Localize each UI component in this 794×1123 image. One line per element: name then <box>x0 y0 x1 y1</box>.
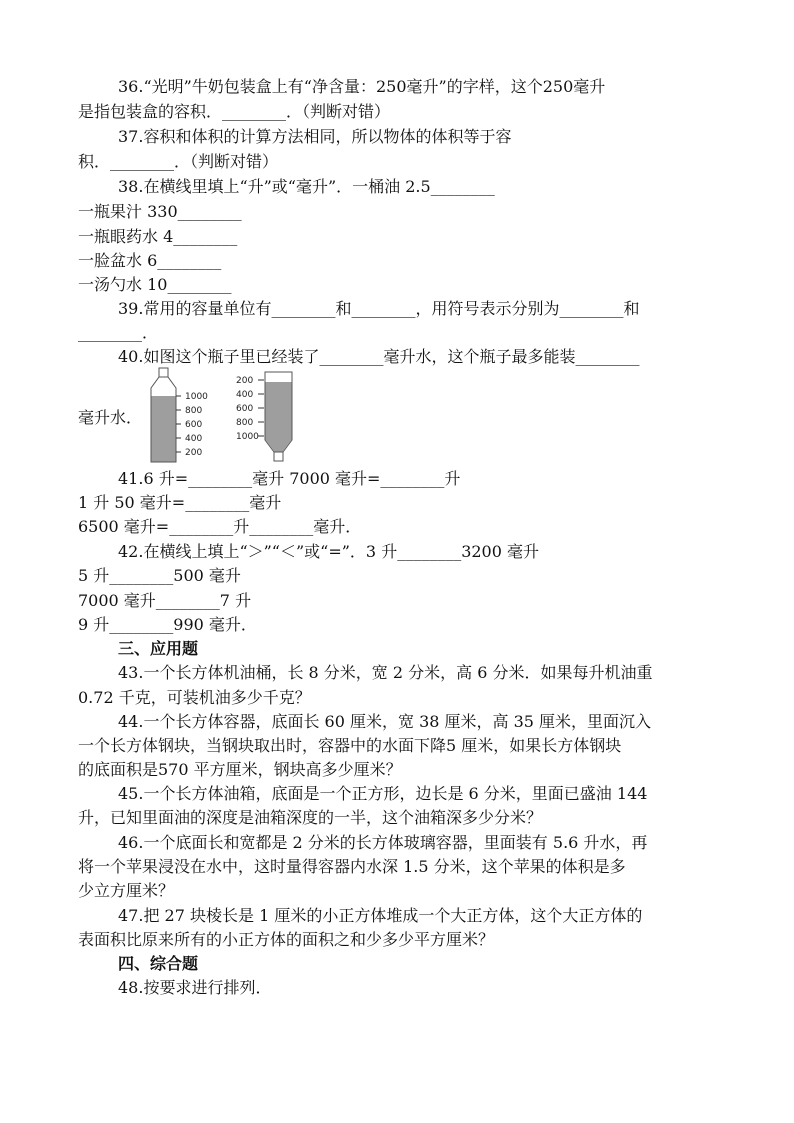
q44-line3: 的底面积是570 平方厘米，钢块高多少厘米？ <box>78 760 402 779</box>
q38-line4: 一脸盆水 6________ <box>78 251 222 270</box>
q38-line1: 38.在横线里填上“升”或“毫升”．一桶油 2.5________ <box>118 177 495 196</box>
q41-line3: 6500 毫升=________升________毫升． <box>78 517 362 536</box>
q38-line5: 一汤勺水 10________ <box>78 275 232 294</box>
q36-line2: 是指包装盒的容积．________．（判断对错） <box>78 102 391 121</box>
q46-line3: 少立方厘米？ <box>78 881 175 900</box>
section-3-heading: 三、应用题 <box>118 639 199 658</box>
q41-line1: 41.6 升=________毫升 7000 毫升=________升 <box>118 469 461 488</box>
q46-line2: 将一个苹果浸没在水中，这时量得容器内水深 1.5 分米，这个苹果的体积是多 <box>78 857 626 876</box>
left-scale-600: 600 <box>185 420 203 430</box>
q40-line1: 40.如图这个瓶子里已经装了________毫升水，这个瓶子最多能装________ <box>118 347 640 366</box>
q39-line1: 39.常用的容量单位有________和________，用符号表示分别为________和 <box>118 299 640 318</box>
q41-line2: 1 升 50 毫升=________毫升 <box>78 493 282 512</box>
q38-line2: 一瓶果汁 330________ <box>78 202 242 221</box>
section-4-heading: 四、综合题 <box>118 954 199 973</box>
q47-line1: 47.把 27 块棱长是 1 厘米的小正方体堆成一个大正方体，这个大正方体的 <box>118 906 643 925</box>
q48-line1: 48.按要求进行排列． <box>118 978 272 997</box>
bottle-upright-figure <box>150 366 222 464</box>
q44-line1: 44.一个长方体容器，底面长 60 厘米，宽 38 厘米，高 35 厘米，里面沉入 <box>118 712 652 731</box>
q36-line1: 36.“光明”牛奶包装盒上有“净含量：250毫升”的字样，这个250毫升 <box>118 77 606 96</box>
right-scale-600: 600 <box>236 404 254 414</box>
q43-line1: 43.一个长方体机油桶，长 8 分米，宽 2 分米，高 6 分米．如果每升机油重 <box>118 663 653 682</box>
q43-line2: 0.72 千克，可装机油多少千克？ <box>78 688 311 707</box>
q46-line1: 46.一个底面长和宽都是 2 分米的长方体玻璃容器，里面装有 5.6 升水，再 <box>118 833 648 852</box>
q45-line1: 45.一个长方体油箱，底面是一个正方形，边长是 6 分米，里面已盛油 144 <box>118 784 648 803</box>
q42-line2: 5 升________500 毫升 <box>78 566 241 585</box>
q44-line2: 一个长方体钢块，当钢块取出时，容器中的水面下降5 厘米，如果长方体钢块 <box>78 736 622 755</box>
left-scale-400: 400 <box>185 434 203 444</box>
q42-line3: 7000 毫升________7 升 <box>78 591 252 610</box>
right-scale-1000: 1000 <box>236 432 259 442</box>
q37-line1: 37.容积和体积的计算方法相同，所以物体的体积等于容 <box>118 127 512 146</box>
q37-line2: 积．________．（判断对错） <box>78 152 279 171</box>
q47-line2: 表面积比原来所有的小正方体的面积之和少多少平方厘米？ <box>78 930 495 949</box>
bottle-inverted-figure <box>234 370 296 466</box>
q42-line4: 9 升________990 毫升． <box>78 615 257 634</box>
q38-line3: 一瓶眼药水 4________ <box>78 227 238 246</box>
q45-line2: 升，已知里面油的深度是油箱深度的一半，这个油箱深多少分米？ <box>78 808 543 827</box>
right-scale-200: 200 <box>236 376 254 386</box>
right-scale-800: 800 <box>236 418 254 428</box>
q39-line2: ________． <box>78 323 159 342</box>
left-scale-800: 800 <box>185 406 203 416</box>
left-scale-1000: 1000 <box>185 392 208 402</box>
q40-line2: 毫升水． <box>78 408 143 427</box>
right-scale-400: 400 <box>236 390 254 400</box>
q42-line1: 42.在横线上填上“＞”“＜”或“=”．3 升________3200 毫升 <box>118 542 540 561</box>
left-scale-200: 200 <box>185 448 203 458</box>
